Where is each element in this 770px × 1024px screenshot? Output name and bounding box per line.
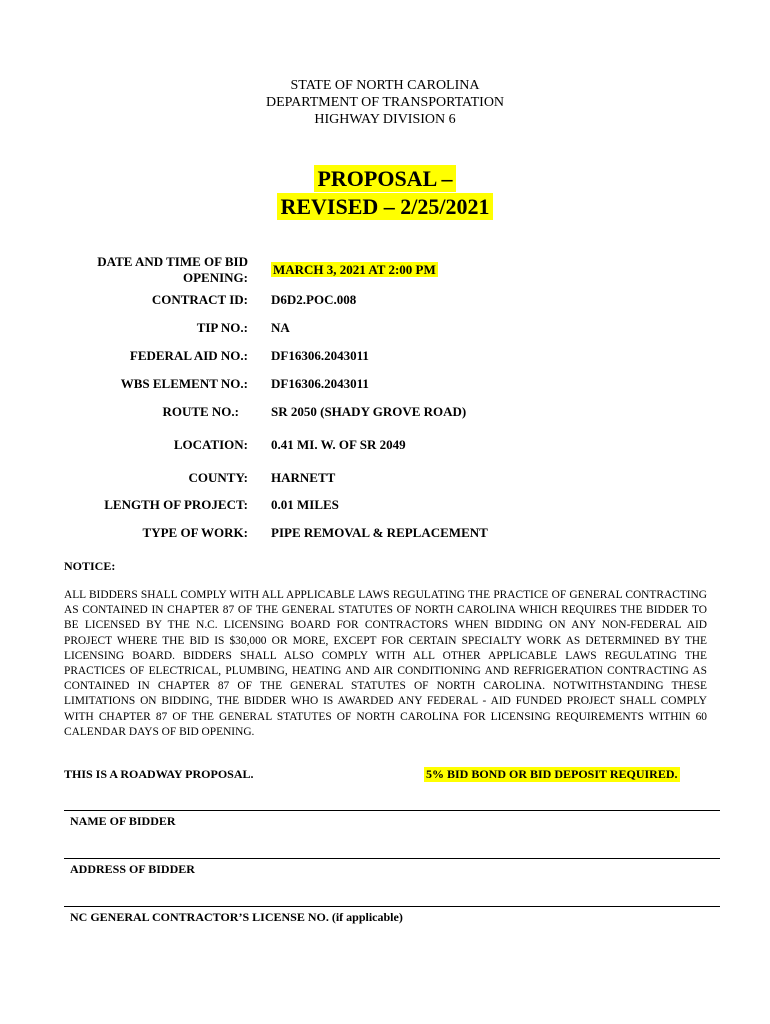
route-label: ROUTE NO.: xyxy=(162,404,239,419)
notice-heading: NOTICE: xyxy=(64,559,116,573)
proposal-title xyxy=(0,165,770,192)
license-number-label: NC GENERAL CONTRACTOR’S LICENSE NO. (if applicable) xyxy=(70,910,403,924)
project-length-label: LENGTH OF PROJECT: xyxy=(104,497,248,512)
license-number-line xyxy=(64,906,720,907)
work-type-value: PIPE REMOVAL & REPLACEMENT xyxy=(271,525,488,540)
proposal-title-line-1: PROPOSAL – xyxy=(314,165,455,192)
contract-id-value: D6D2.POC.008 xyxy=(271,292,357,307)
bid-opening-label-1: DATE AND TIME OF BID xyxy=(97,254,248,269)
bid-opening-label-2: OPENING: xyxy=(183,270,248,285)
federal-aid-label: FEDERAL AID NO.: xyxy=(129,348,248,363)
division-name: HIGHWAY DIVISION 6 xyxy=(314,112,456,127)
bid-opening-value xyxy=(271,262,438,278)
tip-label: TIP NO.: xyxy=(196,320,248,335)
department-name: DEPARTMENT OF TRANSPORTATION xyxy=(265,95,505,110)
proposal-title-line-2: REVISED – 2/25/2021 xyxy=(277,193,492,220)
bid-opening-text: MARCH 3, 2021 AT 2:00 PM xyxy=(273,262,436,277)
bidder-name-label: NAME OF BIDDER xyxy=(70,814,176,828)
work-type-label: TYPE OF WORK: xyxy=(142,525,248,540)
proposal-revision xyxy=(0,193,770,220)
county-value: HARNETT xyxy=(271,470,336,485)
bond-requirement: 5% BID BOND OR BID DEPOSIT REQUIRED. xyxy=(426,767,678,781)
bidder-address-line xyxy=(64,858,720,859)
wbs-element-label: WBS ELEMENT NO.: xyxy=(120,376,248,391)
tip-value: NA xyxy=(271,320,290,335)
project-length-value: 0.01 MILES xyxy=(271,497,339,512)
bidder-name-line xyxy=(64,810,720,811)
state-name: STATE OF NORTH CAROLINA xyxy=(290,78,480,93)
route-value: SR 2050 (SHADY GROVE ROAD) xyxy=(271,404,467,419)
county-label: COUNTY: xyxy=(188,470,248,485)
bidder-address-label: ADDRESS OF BIDDER xyxy=(70,862,195,876)
location-value: 0.41 MI. W. OF SR 2049 xyxy=(271,437,406,452)
notice-body: ALL BIDDERS SHALL COMPLY WITH ALL APPLICABLE LAWS REGULATING THE PRACTICE OF GENERAL CONTRACTING AS CONTAINED IN CHAPTER 87 OF THE GENERAL STATUTES OF NORTH CAROLINA WHICH REQUIRES THE BIDDER TO BE LICENSED BY THE N.C. LICENSING BOARD FOR CONTRACTORS WHEN BIDDING ON ANY NON-FEDERAL AID PROJECT WHERE THE BID IS $30,000 OR MORE, EXCEPT FOR CERTAIN SPECIALTY WORK AS DETERMINED BY THE LICENSING BOARD. BIDDERS SHALL ALSO COMPLY WITH ALL OTHER APPLICABLE LAWS REGULATING THE PRACTICES OF ELECTRICAL, PLUMBING, HEATING AND AIR CONDITIONING AND REFRIGERATION CONTRACTING AS CONTAINED IN CHAPTER 87 OF THE GENERAL STATUTES OF NORTH CAROLINA. NOTWITHSTANDING THESE LIMITATIONS ON BIDDING, THE BIDDER WHO IS AWARDED ANY FEDERAL - AID FUNDED PROJECT SHALL COMPLY WITH CHAPTER 87 OF THE GENERAL STATUTES OF NORTH CAROLINA FOR LICENSING REQUIREMENTS WITHIN 60 CALENDAR DAYS OF BID OPENING. xyxy=(64,589,707,738)
proposal-type: THIS IS A ROADWAY PROPOSAL. xyxy=(64,767,254,781)
wbs-element-value: DF16306.2043011 xyxy=(271,376,369,391)
agency-header xyxy=(0,77,770,128)
federal-aid-value: DF16306.2043011 xyxy=(271,348,369,363)
location-label: LOCATION: xyxy=(173,437,248,452)
contract-id-label: CONTRACT ID: xyxy=(151,292,248,307)
